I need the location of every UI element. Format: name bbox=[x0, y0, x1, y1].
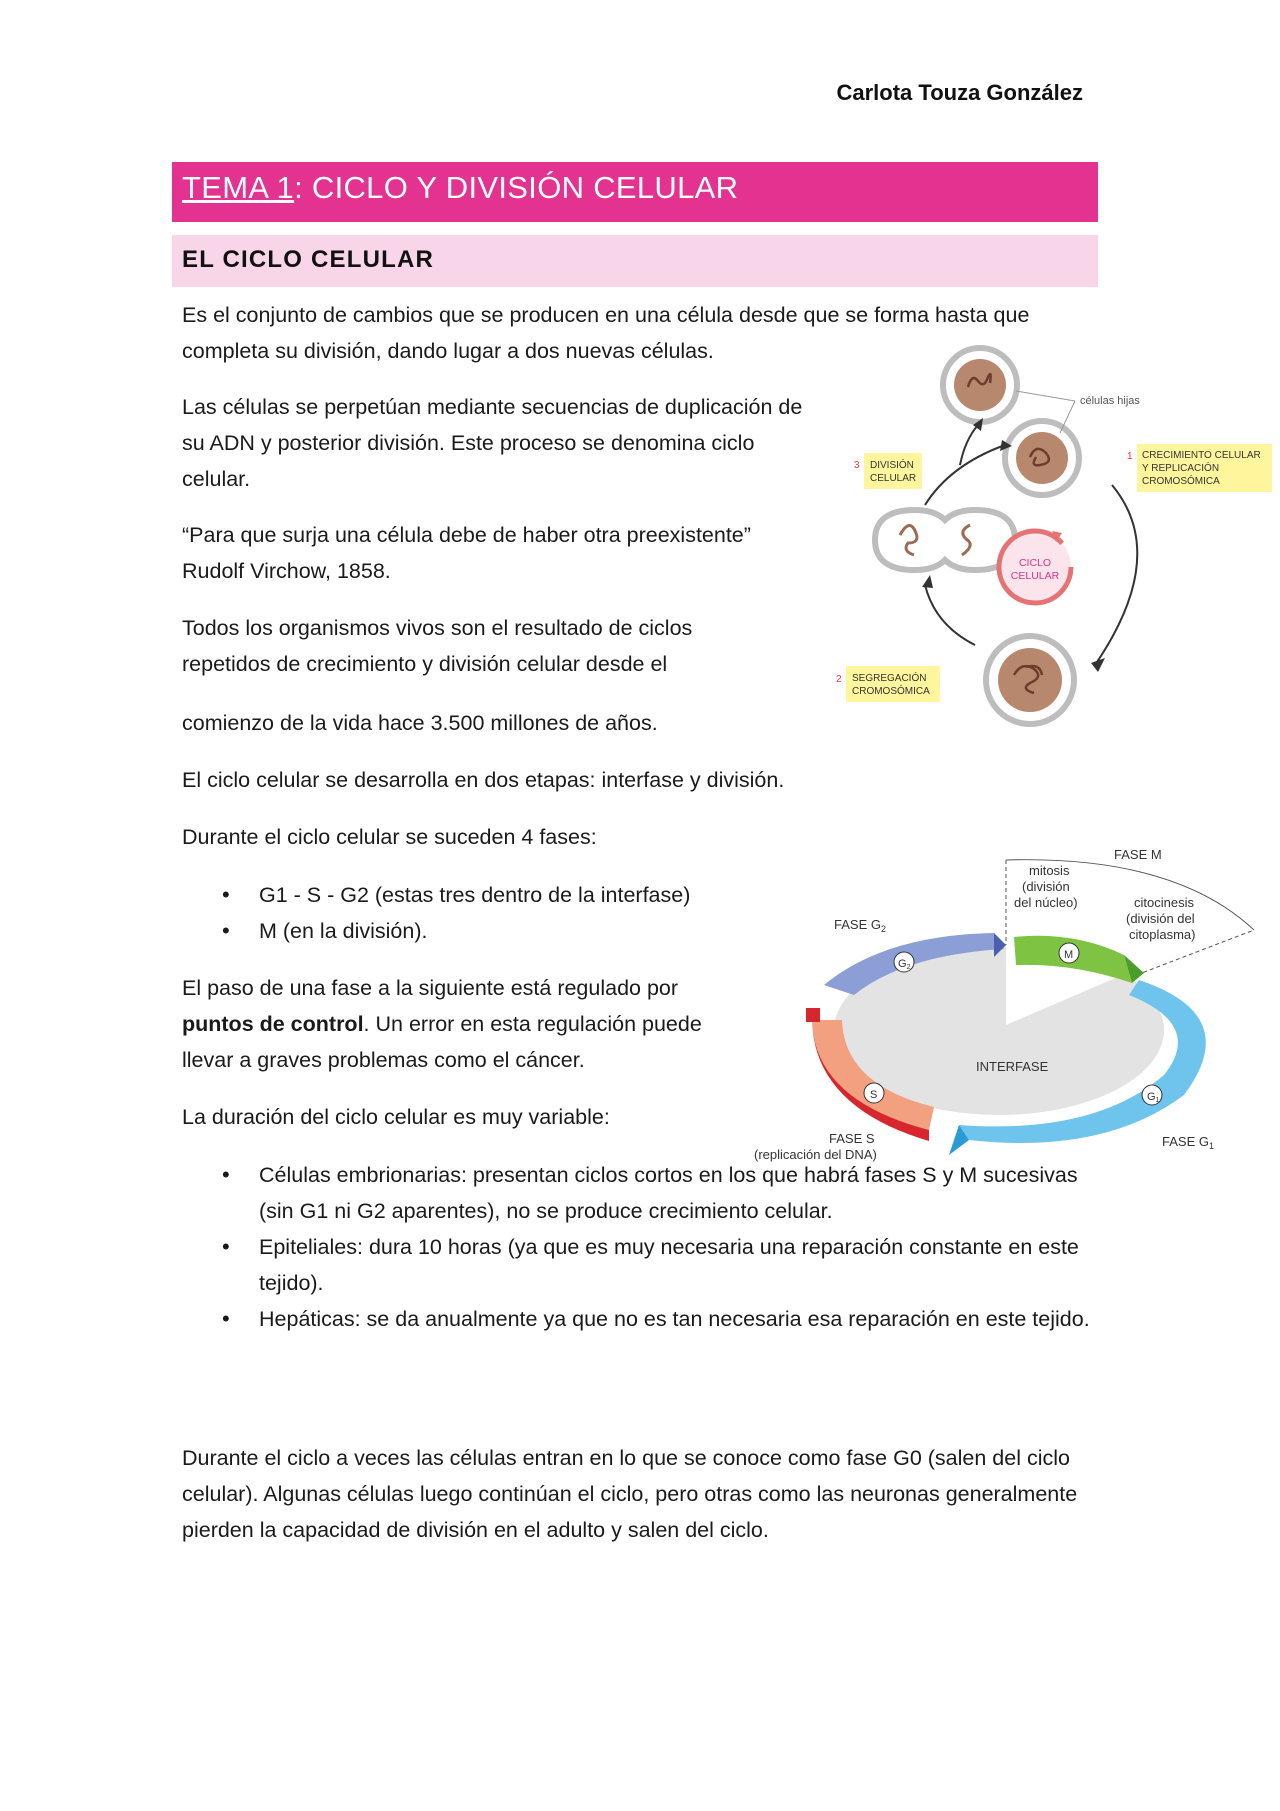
label-cito-1: citocinesis bbox=[1134, 895, 1194, 910]
title-prefix: TEMA 1 bbox=[182, 170, 295, 205]
title-bar bbox=[172, 162, 1098, 222]
paragraph-g0: Durante el ciclo a veces las células entran en lo que se conoce como fase G0 (salen del ciclo celular). Algunas células luego continúan el ciclo, pero otras como las neuronas generalmente pierden la capacidad de división en el adulto y salen del ciclo. bbox=[182, 1446, 1078, 1542]
paragraph-phases-intro: Durante el ciclo celular se suceden 4 fases: bbox=[182, 825, 597, 849]
arrowhead bbox=[922, 575, 933, 588]
section-bar bbox=[172, 235, 1098, 287]
g1-badge-label: G1 bbox=[1147, 1091, 1160, 1104]
list-item: • Epiteliales: dura 10 horas (ya que es muy necesaria una reparación constante en este tejido). bbox=[182, 1229, 1092, 1301]
cell-cycle-phases-figure bbox=[754, 845, 1254, 1180]
embryonic-text: • Células embrionarias: presentan ciclos cortos en los que habrá fases S y M sucesivas (sin G1 ni G2 aparentes), no se produce crecimiento celular. bbox=[259, 1163, 1078, 1223]
label-growth-1: CRECIMIENTO CELULAR bbox=[1142, 450, 1261, 461]
label-daughter-cells: células hijas bbox=[1080, 395, 1140, 407]
paragraph-checkpoints bbox=[182, 970, 727, 1078]
center-label-1: CICLO bbox=[1018, 557, 1052, 569]
page-title bbox=[182, 170, 1088, 206]
label-interfase: INTERFASE bbox=[976, 1059, 1049, 1074]
arrow-division-right bbox=[925, 445, 1005, 505]
paragraph-origin-of-life: comienzo de la vida hace 3.500 millones de años. bbox=[182, 711, 658, 735]
leader-line bbox=[1016, 391, 1075, 401]
author-name: Carlota Touza González bbox=[836, 80, 1083, 105]
arrow-segregation bbox=[925, 585, 975, 645]
step-number: 2 bbox=[836, 674, 842, 685]
phases-list bbox=[182, 877, 762, 949]
quote-author: Rudolf Virchow, 1858. bbox=[182, 559, 391, 583]
m-badge-label: M bbox=[1064, 949, 1074, 961]
paragraph-stages: El ciclo celular se desarrolla en dos etapas: interfase y división. bbox=[182, 768, 785, 792]
replicating-cell bbox=[986, 636, 1074, 724]
paragraph-definition: Es el conjunto de cambios que se producen en una célula desde que se forma hasta que completa su división, dando lugar a dos nuevas células. bbox=[182, 303, 1030, 363]
s-badge-label: S bbox=[870, 1089, 878, 1101]
duration-list bbox=[182, 1157, 1092, 1337]
title-rest: : CICLO Y DIVISIÓN CELULAR bbox=[294, 170, 739, 205]
label-division-2: CELULAR bbox=[870, 473, 917, 484]
checkpoints-post: . Un error en esta regulación puede llevar a graves problemas como el cáncer. bbox=[182, 1012, 702, 1072]
section-title: EL CICLO CELULAR bbox=[182, 246, 435, 273]
daughter-cell-right bbox=[1005, 421, 1079, 495]
list-item: • Hepáticas: se da anualmente ya que no es tan necesaria esa reparación en este tejido. bbox=[182, 1301, 1092, 1337]
label-cito-3: citoplasma) bbox=[1129, 927, 1196, 942]
checkpoints-pre: El paso de una fase a la siguiente está regulado por bbox=[182, 976, 679, 1000]
list-item: • M (en la división). bbox=[182, 913, 762, 949]
cell-cycle-figure bbox=[830, 345, 1280, 735]
label-fase-s: FASE S bbox=[829, 1131, 875, 1146]
label-growth-2: Y REPLICACIÓN bbox=[1142, 463, 1220, 474]
label-cito-2: (división del bbox=[1126, 911, 1195, 926]
label-fase-s-sub: (replicación del DNA) bbox=[754, 1147, 877, 1162]
label-fase-m: FASE M bbox=[1114, 847, 1162, 862]
arrow-growth bbox=[1095, 485, 1137, 665]
quote-virchow: “Para que surja una célula debe de haber otra preexistente” bbox=[182, 523, 751, 547]
s-tab bbox=[806, 1008, 820, 1022]
label-fase-g2: FASE $G_2$ bbox=[834, 917, 886, 934]
g2-badge-label: G2 bbox=[898, 958, 911, 971]
step-number: 1 bbox=[1127, 451, 1133, 462]
paragraph-organisms: Todos los organismos vivos son el resultado de ciclos repetidos de crecimiento y división celular desde el bbox=[182, 616, 693, 676]
paragraph-duration: La duración del ciclo celular es muy variable: bbox=[182, 1105, 610, 1129]
label-fase-g1: FASE $G_1$ bbox=[1162, 1134, 1214, 1151]
dividing-cell bbox=[875, 510, 1015, 570]
label-mitosis-1: mitosis bbox=[1029, 863, 1070, 878]
center-label-2: CELULAR bbox=[1010, 570, 1060, 582]
label-growth-3: CROMOSÓMICA bbox=[1142, 476, 1220, 487]
paragraph-perpetuation: Las células se perpetúan mediante secuencias de duplicación de su ADN y posterior división. Este proceso se denomina ciclo celular. bbox=[182, 395, 803, 491]
list-item: • G1 - S - G2 (estas tres dentro de la interfase) bbox=[182, 877, 762, 913]
label-mitosis-2: (división bbox=[1022, 879, 1070, 894]
checkpoints-bold: puntos de control bbox=[182, 1012, 364, 1036]
daughter-cell-top bbox=[943, 348, 1017, 422]
label-segregation-2: CROMOSÓMICA bbox=[852, 686, 930, 697]
label-mitosis-3: del núcleo) bbox=[1014, 895, 1078, 910]
label-division-1: DIVISIÓN bbox=[870, 460, 914, 471]
step-number: 3 bbox=[854, 460, 860, 471]
label-segregation-1: SEGREGACIÓN bbox=[852, 673, 927, 684]
